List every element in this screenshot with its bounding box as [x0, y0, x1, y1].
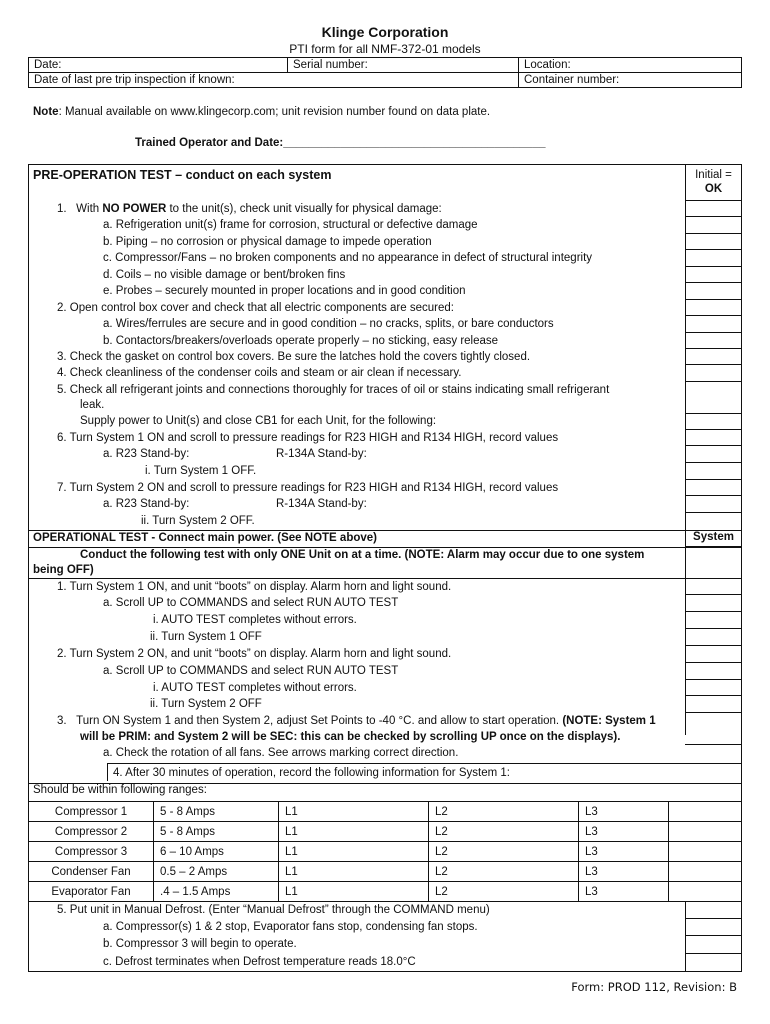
preop-item-1a: a. Refrigeration unit(s) frame for corrosion, structural or defective damage [103, 219, 478, 231]
system-box[interactable] [685, 645, 742, 661]
r134a-standby-sys2[interactable]: R-134A Stand-by: [276, 498, 367, 510]
op-item-2a-ii: ii. Turn System 2 OFF [150, 698, 262, 710]
preop-item-6: 6. Turn System 1 ON and scroll to pressure readings for R23 HIGH and R134 HIGH, record values [57, 432, 559, 444]
system-box[interactable] [669, 862, 742, 882]
l1-reading[interactable]: L1 [279, 862, 429, 882]
table-row [29, 882, 742, 902]
system-box[interactable] [685, 901, 742, 917]
initial-box[interactable] [685, 429, 742, 445]
component-name: Condenser Fan [29, 862, 154, 882]
preop-item-4: 4. Check cleanliness of the condenser coils and steam or air clean if necessary. [57, 367, 462, 379]
preop-item-5: 5. Check all refrigerant joints and connections thoroughly for traces of oil or stains indicating small refrigerant [57, 384, 610, 396]
initial-box[interactable] [685, 216, 742, 232]
note-text: : Manual available on www.klingecorp.com; unit revision number found on data plate. [58, 106, 491, 118]
initial-box[interactable] [685, 266, 742, 282]
op-item-1: 1. Turn System 1 ON, and unit “boots” on display. Alarm horn and light sound. [57, 581, 452, 593]
preop-item-2a: a. Wires/ferrules are secure and in good condition – no cracks, splits, or bare conductors [103, 318, 554, 330]
l2-reading[interactable]: L2 [429, 822, 579, 842]
op-item-3a: a. Check the rotation of all fans. See arrows marking correct direction. [103, 747, 459, 759]
initial-box[interactable] [685, 315, 742, 331]
preop-item-1: 1. With NO POWER to the unit(s), check unit visually for physical damage: [57, 203, 442, 215]
op-item-1a-i: i. AUTO TEST completes without errors. [153, 614, 357, 626]
system-column-header: System [693, 531, 734, 543]
component-name: Compressor 3 [29, 842, 154, 862]
component-name: Compressor 2 [29, 822, 154, 842]
component-name: Evaporator Fan [29, 882, 154, 902]
amp-range: 6 – 10 Amps [154, 842, 279, 862]
component-name: Compressor 1 [29, 802, 154, 822]
op-item-1a-ii: ii. Turn System 1 OFF [150, 631, 262, 643]
system-box[interactable] [669, 842, 742, 862]
preop-item-2b: b. Contactors/breakers/overloads operate properly – no sticking, easy release [103, 335, 499, 347]
serial-number-field[interactable]: Serial number: [288, 58, 519, 73]
system-box[interactable] [685, 594, 742, 610]
operational-intro: Conduct the following test with only ONE Unit on at a time. (NOTE: Alarm may occur due to one system [80, 549, 645, 561]
initial-box[interactable] [685, 445, 742, 461]
system-box[interactable] [685, 744, 742, 760]
r134a-standby-sys1[interactable]: R-134A Stand-by: [276, 448, 367, 460]
initial-box[interactable] [685, 348, 742, 364]
initial-box[interactable] [685, 364, 742, 380]
operational-items-divider [29, 578, 741, 579]
system-box[interactable] [685, 628, 742, 644]
amp-range: 0.5 – 2 Amps [154, 862, 279, 882]
trained-operator-line[interactable]: Trained Operator and Date:_________________________________________ [135, 137, 546, 149]
op-item-4: 4. After 30 minutes of operation, record the following information for System 1: [113, 767, 510, 779]
ok-label: OK [704, 183, 723, 195]
op-item-3-cont: will be PRIM: and System 2 will be SEC: this can be checked by scrolling UP once on the displays). [80, 731, 621, 743]
op-item-2: 2. Turn System 2 ON, and unit “boots” on display. Alarm horn and light sound. [57, 648, 452, 660]
table-row [29, 842, 742, 862]
l1-reading[interactable]: L1 [279, 842, 429, 862]
preop-item-1e: e. Probes – securely mounted in proper locations and in good condition [103, 285, 466, 297]
supply-power-line: Supply power to Unit(s) and close CB1 for each Unit, for the following: [80, 415, 437, 427]
table-row [29, 802, 742, 822]
initial-box[interactable] [685, 381, 742, 413]
preop-item-1c: c. Compressor/Fans – no broken components and no appearance in defect of structural integrity [103, 252, 593, 264]
initial-box[interactable] [685, 233, 742, 249]
l3-reading[interactable]: L3 [579, 842, 669, 862]
l3-reading[interactable]: L3 [579, 882, 669, 902]
r23-standby-sys1[interactable]: a. R23 Stand-by: [103, 448, 190, 460]
initial-label: Initial = [695, 169, 732, 181]
l2-reading[interactable]: L2 [429, 882, 579, 902]
form-revision: Form: PROD 112, Revision: B [571, 980, 737, 994]
operational-section-title: OPERATIONAL TEST - Connect main power. (See NOTE above) [33, 532, 377, 544]
system-box[interactable] [685, 712, 742, 744]
date-field[interactable]: Date: [29, 58, 288, 73]
system-box[interactable] [669, 882, 742, 902]
preop-item-1d: d. Coils – no visible damage or bent/broken fins [103, 269, 346, 281]
initial-box[interactable] [685, 200, 742, 216]
container-number-field[interactable]: Container number: [519, 73, 742, 88]
system-box[interactable] [685, 546, 742, 578]
initial-ok-header [686, 168, 741, 196]
op-item-2a: a. Scroll UP to COMMANDS and select RUN AUTO TEST [103, 665, 399, 677]
preop-item-5-cont: leak. [80, 399, 105, 411]
location-field[interactable]: Location: [519, 58, 742, 73]
system-box[interactable] [685, 918, 742, 934]
preop-section-title: PRE-OPERATION TEST – conduct on each system [33, 168, 332, 182]
header-fields-table [28, 57, 742, 88]
company-title: Klinge Corporation [321, 24, 449, 40]
initial-box[interactable] [685, 462, 742, 478]
preop-item-7: 7. Turn System 2 ON and scroll to pressure readings for R23 HIGH and R134 HIGH, record values [57, 482, 559, 494]
amp-range: .4 – 1.5 Amps [154, 882, 279, 902]
l3-reading[interactable]: L3 [579, 822, 669, 842]
item4-top-line [107, 763, 741, 764]
initial-box[interactable] [685, 413, 742, 429]
last-pti-date-field[interactable]: Date of last pre trip inspection if known: [29, 73, 519, 88]
initial-box[interactable] [685, 249, 742, 265]
op-item-1a: a. Scroll UP to COMMANDS and select RUN AUTO TEST [103, 597, 399, 609]
manual-note [33, 106, 490, 118]
preop-item-3: 3. Check the gasket on control box covers. Be sure the latches hold the covers tightly closed. [57, 351, 531, 363]
l1-reading[interactable]: L1 [279, 882, 429, 902]
note-prefix: Note [33, 106, 59, 118]
system-box[interactable] [685, 578, 742, 594]
l1-reading[interactable]: L1 [279, 822, 429, 842]
operational-intro-cont: being OFF) [33, 564, 94, 576]
table-row [29, 862, 742, 882]
l3-reading[interactable]: L3 [579, 802, 669, 822]
initial-box[interactable] [685, 332, 742, 348]
op-item-3: 3. Turn ON System 1 and then System 2, adjust Set Points to -40 °C. and allow to start operation. (NOTE: System 1 [57, 715, 656, 727]
defrost-column-divider [685, 901, 686, 972]
l3-reading[interactable]: L3 [579, 862, 669, 882]
r23-standby-sys2[interactable]: a. R23 Stand-by: [103, 498, 190, 510]
initial-box[interactable] [685, 512, 742, 528]
preop-item-2: 2. Open control box cover and check that all electric components are secured: [57, 302, 454, 314]
op-item-2a-i: i. AUTO TEST completes without errors. [153, 682, 357, 694]
system-box[interactable] [685, 953, 742, 972]
turn-system2-off: ii. Turn System 2 OFF. [141, 515, 255, 527]
system-box[interactable] [685, 679, 742, 695]
op-item-5c: c. Defrost terminates when Defrost temperature reads 18.0°C [103, 956, 416, 968]
amp-range: 5 - 8 Amps [154, 802, 279, 822]
system-box[interactable] [685, 662, 742, 678]
system-box[interactable] [669, 802, 742, 822]
ranges-label: Should be within following ranges: [33, 784, 207, 796]
initial-box[interactable] [685, 299, 742, 315]
op-item-5b: b. Compressor 3 will begin to operate. [103, 938, 297, 950]
op-item-5: 5. Put unit in Manual Defrost. (Enter “Manual Defrost” through the COMMAND menu) [57, 904, 490, 916]
turn-system1-off: i. Turn System 1 OFF. [145, 465, 257, 477]
system-box[interactable] [685, 935, 742, 951]
initial-box[interactable] [685, 495, 742, 511]
l2-reading[interactable]: L2 [429, 862, 579, 882]
form-subtitle: PTI form for all NMF-372-01 models [289, 42, 481, 56]
system-box[interactable] [669, 822, 742, 842]
amp-range: 5 - 8 Amps [154, 822, 279, 842]
system-box[interactable] [685, 611, 742, 627]
l1-reading[interactable]: L1 [279, 802, 429, 822]
l2-reading[interactable]: L2 [429, 802, 579, 822]
preop-item-1b: b. Piping – no corrosion or physical damage to impede operation [103, 236, 432, 248]
system-box[interactable] [685, 695, 742, 711]
op-item-5a: a. Compressor(s) 1 & 2 stop, Evaporator fans stop, condensing fan stops. [103, 921, 478, 933]
table-row [29, 822, 742, 842]
initial-box[interactable] [685, 479, 742, 495]
amps-table [28, 801, 742, 902]
initial-box[interactable] [685, 282, 742, 298]
l2-reading[interactable]: L2 [429, 842, 579, 862]
item4-left-line [107, 763, 108, 781]
